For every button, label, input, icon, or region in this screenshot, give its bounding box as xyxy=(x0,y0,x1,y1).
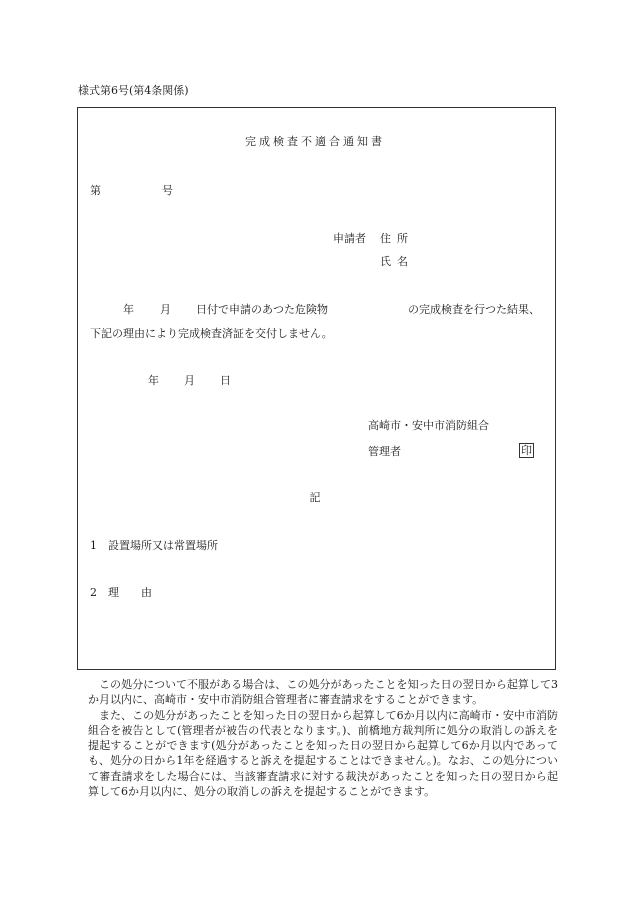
item-reason: 2 理 由 xyxy=(90,586,152,599)
number-suffix: 号 xyxy=(162,184,173,197)
issue-year: 年 xyxy=(148,374,159,387)
issue-day: 日 xyxy=(220,374,231,387)
item-location: 1 設置場所又は常置場所 xyxy=(90,539,218,552)
notice-paragraph: また、この処分があったことを知った日の翌日から起算して6か月以内に高崎市・安中市消防組合を被告として(管理者が被告の代表となります。)、前橋地方裁判所に処分の取消しの訴えを提起することができます(処分があったことを知った日の翌日から起算して6か月以内であっても、処分の日から1年を経過すると訴えを提起することはできません。)。なお、この処分について審査請求をした場合には、当該審査請求に対する裁決があったことを知った日の翌日から起算して6か月以内に、処分の取消しの訴えを提起することができます。 xyxy=(88,708,558,799)
body-month: 月 xyxy=(160,303,171,316)
body-result-clause: の完成検査を行つた結果、 xyxy=(408,303,540,316)
body-year: 年 xyxy=(123,303,134,316)
ki-heading: 記 xyxy=(309,491,321,504)
seal-mark: 印 xyxy=(521,444,532,457)
form-number: 様式第6号(第4条関係) xyxy=(78,84,189,97)
name-label: 氏名 xyxy=(380,255,414,268)
issuer-title: 管理者 xyxy=(368,445,401,458)
applicant-label: 申請者 xyxy=(333,232,366,245)
appeal-notice xyxy=(88,677,558,799)
notice-paragraph: この処分について不服がある場合は、この処分があったことを知った日の翌日から起算して3か月以内に、高崎市・安中市消防組合管理者に審査請求をすることができます。 xyxy=(88,678,558,707)
body-day-clause: 日付で申請のあつた危険物 xyxy=(196,303,328,316)
body-line-2: 下記の理由により完成検査済証を交付しません。 xyxy=(90,327,333,340)
document-title: 完成検査不適合通知書 xyxy=(245,135,385,148)
issue-month: 月 xyxy=(184,374,195,387)
address-label: 住所 xyxy=(380,232,414,245)
issuer-organization: 高崎市・安中市消防組合 xyxy=(368,419,489,432)
number-prefix: 第 xyxy=(90,184,101,197)
